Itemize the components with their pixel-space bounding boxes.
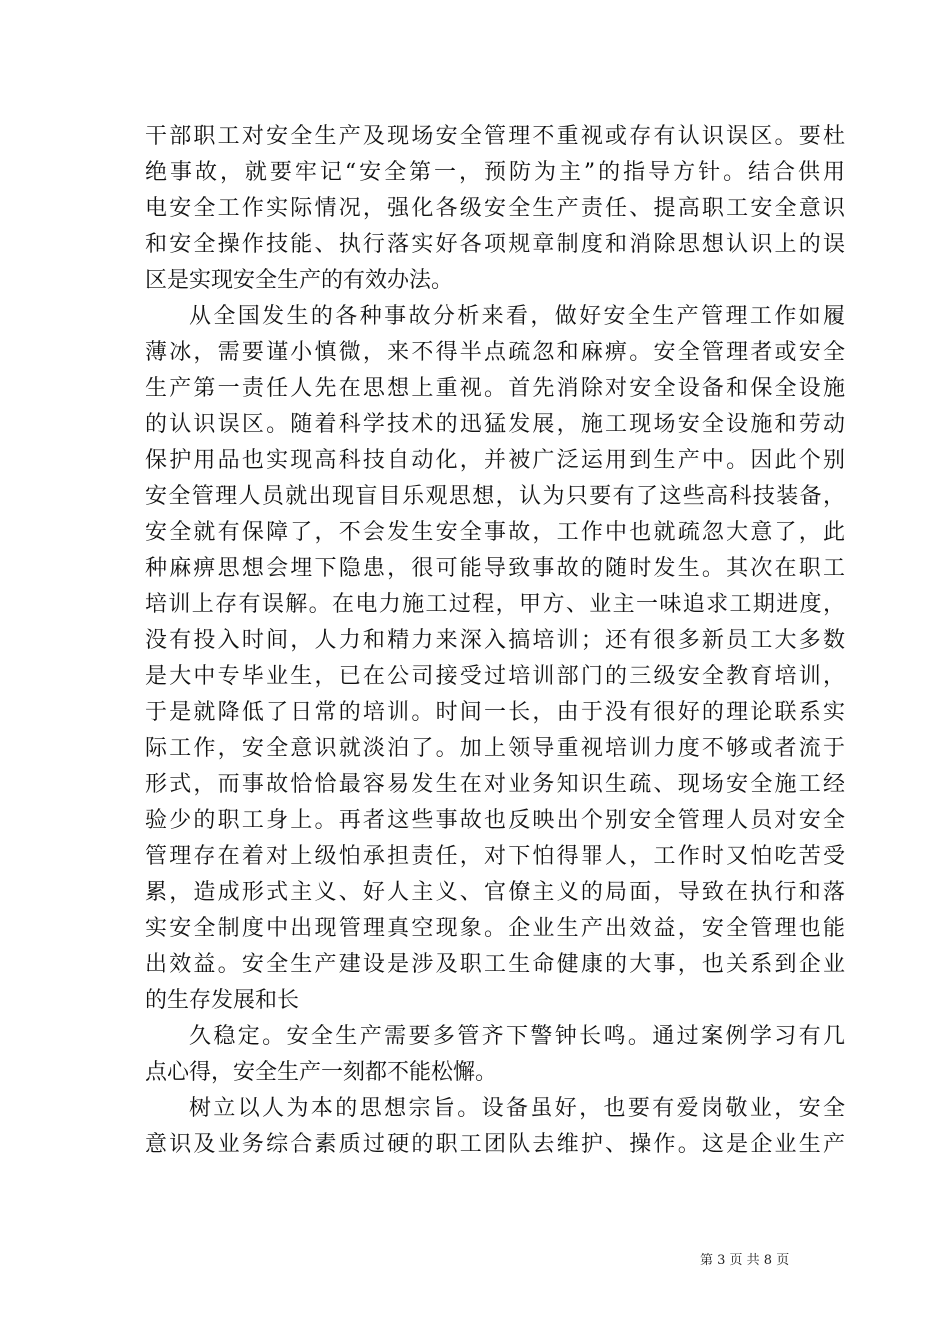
text-line: 出效益。安全生产建设是涉及职工生命健康的大事，也关系到企业 <box>145 952 845 977</box>
text-line: 管理存在着对上级怕承担责任，对下怕得罪人，工作时又怕吃苦受 <box>145 844 845 869</box>
text-line: 点心得，安全生产一刻都不能松懈。 <box>145 1060 498 1085</box>
text-line: 薄冰，需要谨小慎微，来不得半点疏忽和麻痹。安全管理者或安全 <box>145 340 845 365</box>
text-line: 区是实现安全生产的有效办法。 <box>145 268 454 293</box>
text-line: 是大中专毕业生，已在公司接受过培训部门的三级安全教育培训， <box>145 664 845 689</box>
text-line: 形式，而事故恰恰最容易发生在对业务知识生疏、现场安全施工经 <box>145 772 845 797</box>
text-line: 的生存发展和长 <box>145 988 300 1013</box>
text-line: 生产第一责任人先在思想上重视。首先消除对安全设备和保全设施 <box>145 376 845 401</box>
text-line: 电安全工作实际情况，强化各级安全生产责任、提高职工安全意识 <box>145 196 845 221</box>
text-line: 际工作，安全意识就淡泊了。加上领导重视培训力度不够或者流于 <box>145 736 845 761</box>
text-line: 安全管理人员就出现盲目乐观思想，认为只要有了这些高科技装备， <box>145 484 845 509</box>
paragraph-first-line: 从全国发生的各种事故分析来看，做好安全生产管理工作如履 <box>189 304 845 329</box>
paragraph-first-line: 树立以人为本的思想宗旨。设备虽好，也要有爱岗敬业，安全 <box>189 1096 845 1121</box>
text-line: 的认识误区。随着科学技术的迅猛发展，施工现场安全设施和劳动 <box>145 412 845 437</box>
text-line: 验少的职工身上。再者这些事故也反映出个别安全管理人员对安全 <box>145 808 845 833</box>
text-line: 干部职工对安全生产及现场安全管理不重视或存有认识误区。要杜 <box>145 124 845 149</box>
text-line: 意识及业务综合素质过硬的职工团队去维护、操作。这是企业生产 <box>145 1132 845 1157</box>
body-text <box>145 119 845 1163</box>
text-line: 没有投入时间，人力和精力来深入搞培训；还有很多新员工大多数 <box>145 628 845 653</box>
text-line: 实安全制度中出现管理真空现象。企业生产出效益，安全管理也能 <box>145 916 845 941</box>
text-line: 培训上存有误解。在电力施工过程，甲方、业主一味追求工期进度， <box>145 592 845 617</box>
text-line: 安全就有保障了，不会发生安全事故，工作中也就疏忽大意了，此 <box>145 520 845 545</box>
text-line: 和安全操作技能、执行落实好各项规章制度和消除思想认识上的误 <box>145 232 845 257</box>
text-line: 绝事故，就要牢记“安全第一，预防为主”的指导方针。结合供用 <box>145 160 845 185</box>
paragraph-first-line: 久稳定。安全生产需要多管齐下警钟长鸣。通过案例学习有几 <box>189 1024 845 1049</box>
page-indicator: 第 3 页 共 8 页 <box>700 1253 790 1268</box>
text-line: 累，造成形式主义、好人主义、官僚主义的局面，导致在执行和落 <box>145 880 845 905</box>
text-line: 保护用品也实现高科技自动化，并被广泛运用到生产中。因此个别 <box>145 448 845 473</box>
text-line: 于是就降低了日常的培训。时间一长，由于没有很好的理论联系实 <box>145 700 845 725</box>
text-line: 种麻痹思想会埋下隐患，很可能导致事故的随时发生。其次在职工 <box>145 556 845 581</box>
